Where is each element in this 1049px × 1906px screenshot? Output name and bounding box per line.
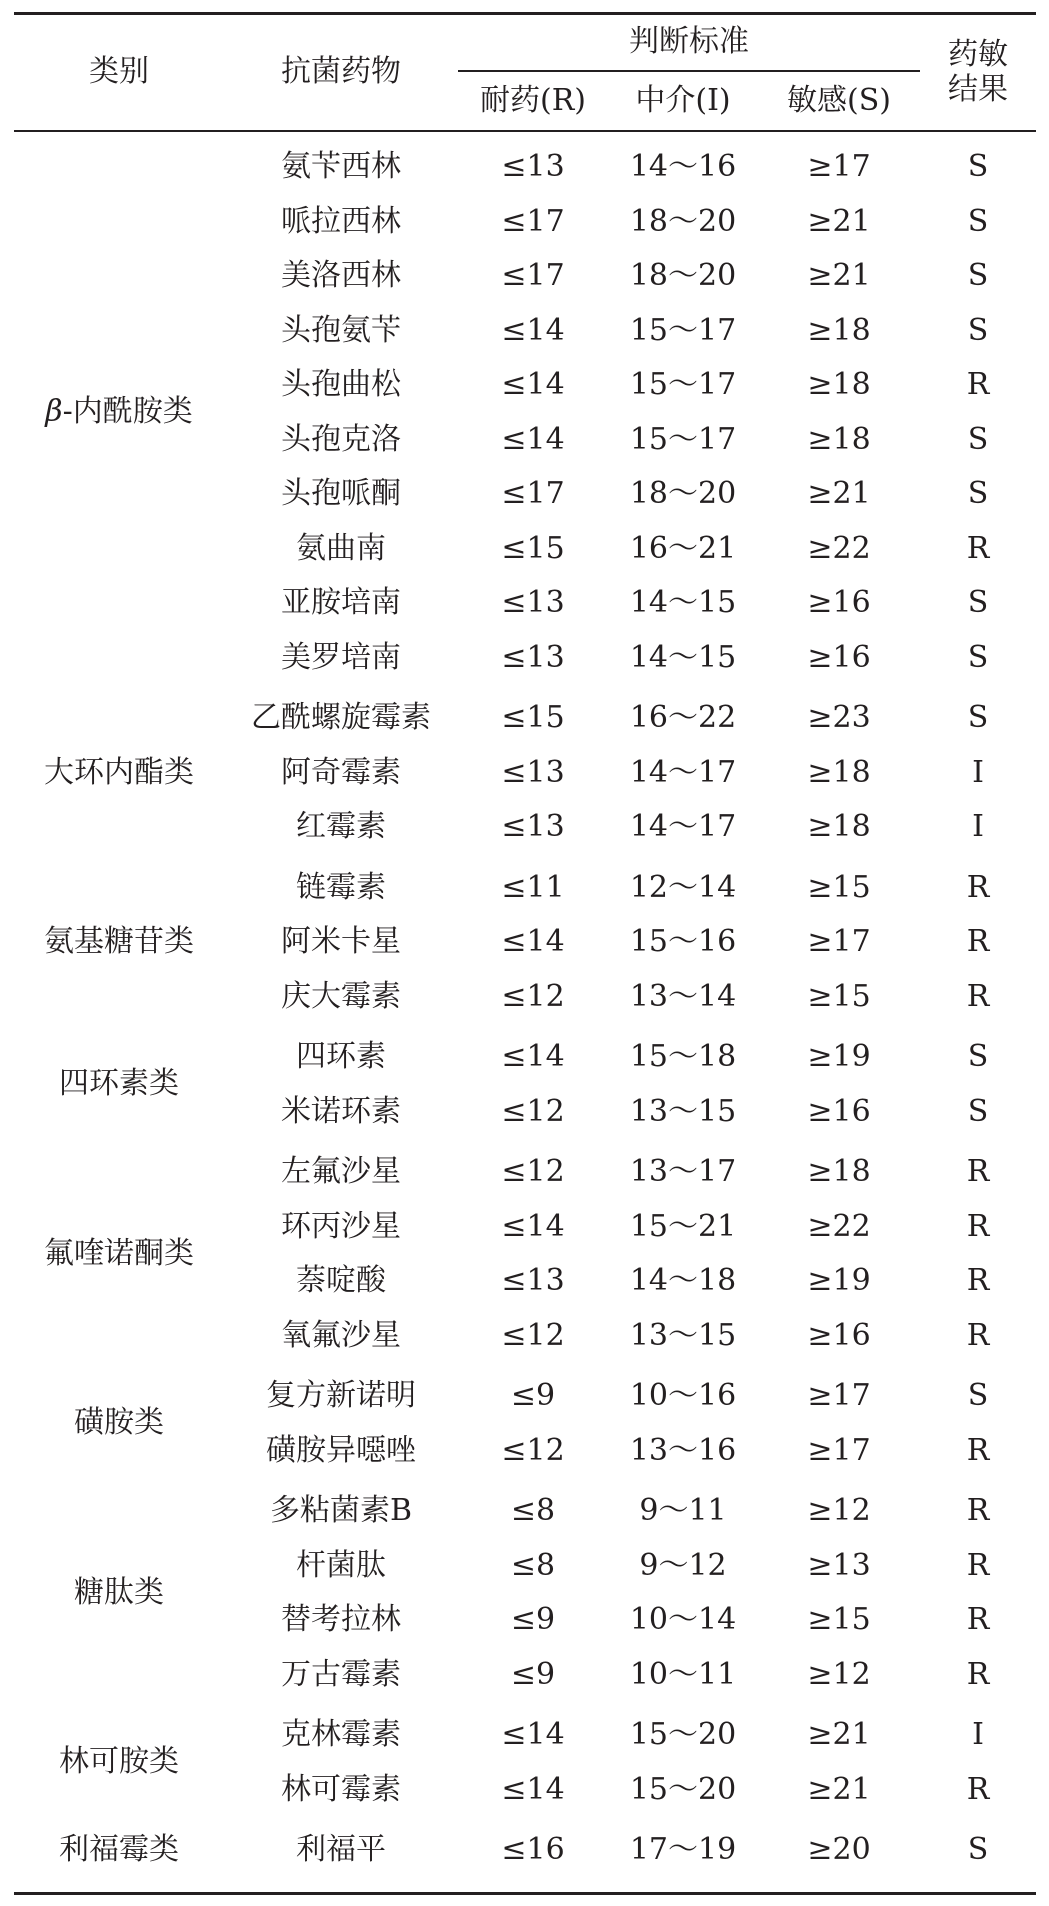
cell-intermediate: 14～15	[629, 585, 737, 620]
cell-result: R	[966, 1771, 990, 1807]
category-label	[14, 1708, 224, 1817]
cell-drug: 乙酰螺旋霉素	[251, 700, 431, 735]
cell-result: R	[966, 1547, 990, 1583]
category-label	[14, 1369, 224, 1478]
category-name: 氟喹诺酮类	[44, 1235, 194, 1271]
cell-sensitive: ≥18	[807, 312, 871, 348]
cell-sensitive: ≥21	[807, 1771, 871, 1807]
cell-drug: 多粘菌素B	[269, 1493, 413, 1528]
cell-sensitive: ≥12	[807, 1493, 871, 1528]
cell-intermediate: 14～16	[629, 149, 737, 184]
category-label	[14, 1030, 224, 1139]
cell-resistant: ≤14	[501, 421, 565, 457]
category-name: 四环素类	[59, 1066, 179, 1102]
cell-result: S	[967, 258, 989, 293]
cell-result: S	[967, 585, 989, 620]
cell-resistant: ≤17	[501, 203, 565, 239]
cell-result: R	[966, 1317, 990, 1353]
cell-sensitive: ≥18	[807, 421, 871, 457]
cell-resistant: ≤14	[501, 1039, 565, 1074]
cell-resistant: ≤14	[501, 1208, 565, 1244]
cell-intermediate: 13～17	[629, 1154, 737, 1189]
category-name: 磺胺类	[74, 1405, 164, 1441]
cell-intermediate: 18～20	[629, 203, 737, 239]
cell-drug: 阿米卡星	[281, 924, 401, 959]
cell-drug: 头孢曲松	[281, 367, 401, 402]
header-criteria: 判断标准	[629, 24, 749, 60]
cell-result: I	[972, 809, 984, 844]
cell-sensitive: ≥21	[807, 1717, 871, 1752]
cell-result: I	[972, 1717, 984, 1752]
cell-drug: 复方新诺明	[266, 1378, 416, 1413]
cell-result: S	[967, 203, 989, 239]
cell-result: S	[967, 1039, 989, 1074]
cell-drug: 克林霉素	[281, 1717, 401, 1752]
cell-intermediate: 18～20	[629, 258, 737, 293]
cell-resistant: ≤14	[501, 1771, 565, 1807]
cell-intermediate: 18～20	[629, 476, 737, 511]
cell-sensitive: ≥18	[807, 809, 871, 844]
cell-resistant: ≤14	[501, 924, 565, 959]
cell-sensitive: ≥21	[807, 258, 871, 293]
cell-resistant: ≤9	[510, 1656, 556, 1692]
cell-drug: 哌拉西林	[281, 203, 401, 239]
cell-drug: 亚胺培南	[281, 585, 401, 620]
category-beta-symbol: β	[45, 394, 63, 430]
category-name: 利福霉类	[59, 1832, 179, 1867]
category-label	[14, 140, 224, 685]
cell-resistant: ≤12	[501, 1432, 565, 1468]
cell-result: S	[967, 1378, 989, 1413]
cell-resistant: ≤11	[501, 869, 565, 905]
cell-intermediate: 17～19	[629, 1832, 737, 1867]
cell-intermediate: 15～21	[629, 1208, 737, 1244]
cell-intermediate: 13～15	[629, 1093, 737, 1129]
cell-intermediate: 16～21	[629, 530, 737, 566]
cell-sensitive: ≥12	[807, 1656, 871, 1692]
cell-drug: 利福平	[296, 1832, 386, 1867]
cell-drug: 米诺环素	[281, 1093, 401, 1129]
cell-drug: 林可霉素	[281, 1771, 401, 1807]
cell-sensitive: ≥21	[807, 203, 871, 239]
cell-resistant: ≤16	[501, 1832, 565, 1867]
cell-intermediate: 15～20	[629, 1771, 737, 1807]
header-result-line1: 药敏	[948, 37, 1008, 72]
cell-result: S	[967, 476, 989, 511]
cell-sensitive: ≥15	[807, 978, 871, 1014]
header-intermediate: 中介(I)	[635, 82, 731, 118]
cell-drug: 阿奇霉素	[281, 754, 401, 790]
cell-result: R	[966, 869, 990, 905]
header-result	[920, 15, 1036, 130]
bottom-rule	[14, 1892, 1036, 1895]
cell-sensitive: ≥19	[807, 1039, 871, 1074]
cell-result: S	[967, 639, 989, 675]
cell-resistant: ≤15	[501, 530, 565, 566]
cell-intermediate: 15～16	[629, 924, 737, 959]
cell-result: R	[966, 978, 990, 1014]
cell-drug: 四环素	[296, 1039, 386, 1074]
cell-intermediate: 14～17	[629, 809, 737, 844]
cell-resistant: ≤13	[501, 1263, 565, 1298]
cell-resistant: ≤13	[501, 754, 565, 790]
cell-intermediate: 10～11	[629, 1656, 737, 1692]
cell-result: I	[972, 754, 984, 790]
cell-intermediate: 16～22	[629, 700, 737, 735]
cell-resistant: ≤12	[501, 1317, 565, 1353]
cell-sensitive: ≥18	[807, 1154, 871, 1189]
cell-sensitive: ≥20	[807, 1832, 871, 1867]
cell-sensitive: ≥16	[807, 1317, 871, 1353]
cell-drug: 替考拉林	[281, 1602, 401, 1637]
category-label	[14, 1484, 224, 1702]
cell-resistant: ≤17	[501, 258, 565, 293]
cell-drug: 磺胺异噁唑	[266, 1432, 416, 1468]
cell-resistant: ≤9	[510, 1378, 556, 1413]
cell-result: R	[966, 1432, 990, 1468]
category-name: 糖肽类	[74, 1574, 164, 1610]
cell-result: S	[967, 700, 989, 735]
cell-intermediate: 14～18	[629, 1263, 737, 1298]
cell-resistant: ≤14	[501, 367, 565, 402]
cell-drug: 头孢哌酮	[281, 476, 401, 511]
cell-drug: 氨曲南	[296, 530, 386, 566]
cell-intermediate: 9～11	[639, 1493, 727, 1528]
cell-intermediate: 15～17	[629, 312, 737, 348]
cell-result: S	[967, 149, 989, 184]
cell-sensitive: ≥19	[807, 1263, 871, 1298]
header-result-line2: 结果	[948, 71, 1008, 107]
cell-resistant: ≤13	[501, 809, 565, 844]
category-label	[14, 861, 224, 1025]
cell-result: R	[966, 1493, 990, 1528]
category-name: 大环内酯类	[44, 754, 194, 790]
cell-sensitive: ≥21	[807, 476, 871, 511]
cell-drug: 美洛西林	[281, 258, 401, 293]
cell-sensitive: ≥16	[807, 1093, 871, 1129]
cell-intermediate: 10～16	[629, 1378, 737, 1413]
cell-sensitive: ≥17	[807, 149, 871, 184]
cell-drug: 万古霉素	[281, 1656, 401, 1692]
cell-resistant: ≤13	[501, 149, 565, 184]
cell-resistant: ≤14	[501, 1717, 565, 1752]
cell-sensitive: ≥23	[807, 700, 871, 735]
cell-result: R	[966, 367, 990, 402]
header-sensitive: 敏感(S)	[787, 82, 891, 118]
cell-result: S	[967, 312, 989, 348]
cell-result: R	[966, 1208, 990, 1244]
cell-drug: 美罗培南	[281, 639, 401, 675]
cell-intermediate: 13～16	[629, 1432, 737, 1468]
cell-intermediate: 14～17	[629, 754, 737, 790]
cell-result: R	[966, 924, 990, 959]
cell-result: R	[966, 1263, 990, 1298]
cell-intermediate: 14～15	[629, 639, 737, 675]
cell-resistant: ≤12	[501, 978, 565, 1014]
cell-resistant: ≤13	[501, 639, 565, 675]
cell-intermediate: 13～14	[629, 978, 737, 1014]
header-rule	[14, 130, 1036, 132]
cell-drug: 萘啶酸	[296, 1263, 386, 1298]
cell-sensitive: ≥18	[807, 367, 871, 402]
category-name: -内酰胺类	[62, 394, 193, 430]
cell-drug: 氨苄西林	[281, 149, 401, 184]
cell-resistant: ≤17	[501, 476, 565, 511]
cell-sensitive: ≥15	[807, 869, 871, 905]
header-drug: 抗菌药物	[281, 54, 401, 90]
cell-sensitive: ≥18	[807, 754, 871, 790]
cell-resistant: ≤13	[501, 585, 565, 620]
cell-resistant: ≤12	[501, 1154, 565, 1189]
cell-result: R	[966, 1602, 990, 1637]
cell-resistant: ≤14	[501, 312, 565, 348]
category-name: 氨基糖苷类	[44, 924, 194, 959]
cell-resistant: ≤15	[501, 700, 565, 735]
cell-intermediate: 10～14	[629, 1602, 737, 1637]
cell-intermediate: 15～17	[629, 367, 737, 402]
category-name: 林可胺类	[59, 1744, 179, 1780]
cell-intermediate: 15～18	[629, 1039, 737, 1074]
cell-drug: 杆菌肽	[296, 1547, 386, 1583]
cell-sensitive: ≥22	[807, 530, 871, 566]
cell-resistant: ≤9	[510, 1602, 556, 1637]
cell-drug: 红霉素	[296, 809, 386, 844]
cell-drug: 头孢克洛	[281, 421, 401, 457]
cell-result: R	[966, 530, 990, 566]
cell-result: S	[967, 1093, 989, 1129]
cell-intermediate: 13～15	[629, 1317, 737, 1353]
cell-resistant: ≤8	[510, 1493, 556, 1528]
cell-intermediate: 15～20	[629, 1717, 737, 1752]
cell-drug: 氧氟沙星	[281, 1317, 401, 1353]
cell-result: S	[967, 1832, 989, 1867]
category-label	[14, 1823, 224, 1878]
header-resistant: 耐药(R)	[480, 82, 586, 118]
cell-sensitive: ≥17	[807, 1432, 871, 1468]
cell-drug: 庆大霉素	[281, 978, 401, 1014]
cell-resistant: ≤12	[501, 1093, 565, 1129]
category-label	[14, 691, 224, 855]
cell-sensitive: ≥16	[807, 639, 871, 675]
cell-sensitive: ≥16	[807, 585, 871, 620]
cell-resistant: ≤8	[510, 1547, 556, 1583]
cell-result: R	[966, 1656, 990, 1692]
cell-drug: 头孢氨苄	[281, 312, 401, 348]
category-label	[14, 1145, 224, 1363]
cell-result: S	[967, 421, 989, 457]
cell-sensitive: ≥17	[807, 924, 871, 959]
cell-sensitive: ≥13	[807, 1547, 871, 1583]
cell-drug: 左氟沙星	[281, 1154, 401, 1189]
cell-sensitive: ≥17	[807, 1378, 871, 1413]
cell-drug: 链霉素	[296, 869, 386, 905]
cell-sensitive: ≥15	[807, 1602, 871, 1637]
cell-intermediate: 9～12	[639, 1547, 727, 1583]
cell-result: R	[966, 1154, 990, 1189]
cell-intermediate: 12～14	[629, 869, 737, 905]
header-category: 类别	[89, 54, 149, 90]
cell-drug: 环丙沙星	[281, 1208, 401, 1244]
cell-intermediate: 15～17	[629, 421, 737, 457]
cell-sensitive: ≥22	[807, 1208, 871, 1244]
